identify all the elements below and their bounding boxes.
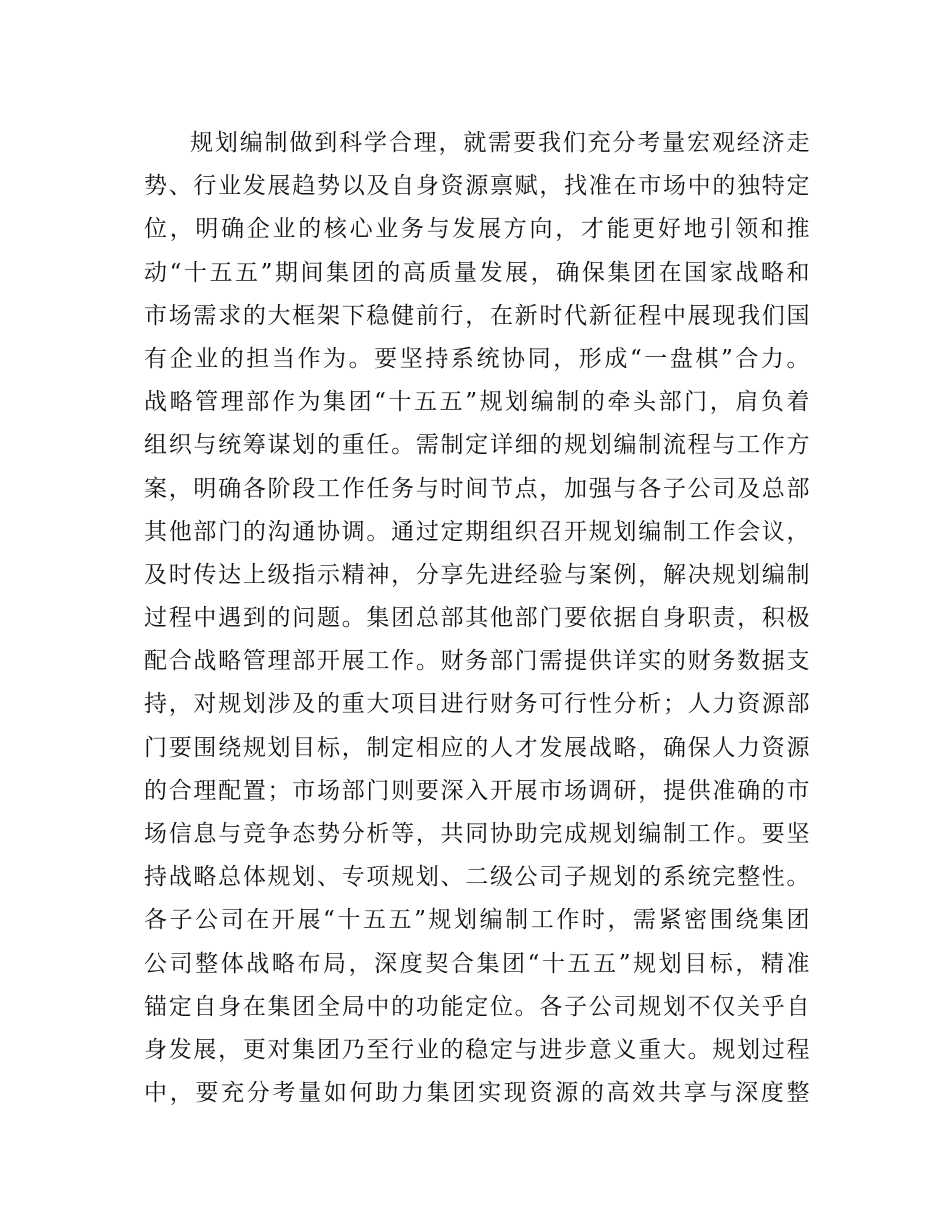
- text-line: 门要围绕规划目标，制定相应的人才发展战略，确保人力资源: [144, 734, 810, 761]
- text-line: 场信息与竞争态势分析等，共同协助完成规划编制工作。要坚: [144, 821, 810, 847]
- text-line: 案，明确各阶段工作任务与时间节点，加强与各子公司及总部: [144, 475, 810, 502]
- text-line: 组织与统筹谋划的重任。需制定详细的规划编制流程与工作方: [144, 432, 810, 459]
- text-line: 有企业的担当作为。要坚持系统协同，形成“一盘棋”合力。: [144, 345, 810, 372]
- text-line: 市场需求的大框架下稳健前行，在新时代新征程中展现我们国: [144, 302, 810, 329]
- text-line: 各子公司在开展“十五五”规划编制工作时，需紧密围绕集团: [144, 907, 810, 934]
- text-line: 锚定自身在集团全局中的功能定位。各子公司规划不仅关乎自: [144, 993, 810, 1020]
- text-line: 动“十五五”期间集团的高质量发展，确保集团在国家战略和: [144, 259, 810, 286]
- text-line: 其他部门的沟通协调。通过定期组织召开规划编制工作会议，: [144, 518, 810, 545]
- text-line: 位，明确企业的核心业务与发展方向，才能更好地引领和推: [144, 216, 810, 243]
- text-line: 公司整体战略布局，深度契合集团“十五五”规划目标，精准: [144, 950, 810, 977]
- text-line: 持，对规划涉及的重大项目进行财务可行性分析；人力资源部: [144, 691, 810, 718]
- text-line: 战略管理部作为集团“十五五”规划编制的牵头部门，肩负着: [144, 389, 810, 416]
- text-line: 及时传达上级指示精神，分享先进经验与案例，解决规划编制: [144, 561, 810, 588]
- text-line: 势、行业发展趋势以及自身资源禀赋，找准在市场中的独特定: [144, 173, 810, 200]
- text-line: 持战略总体规划、专项规划、二级公司子规划的系统完整性。: [144, 864, 810, 891]
- text-line: 中，要充分考量如何助力集团实现资源的高效共享与深度整: [144, 1080, 810, 1107]
- text-line: 身发展，更对集团乃至行业的稳定与进步意义重大。规划过程: [144, 1036, 810, 1063]
- text-line: 规划编制做到科学合理，就需要我们充分考量宏观经济走: [190, 130, 810, 156]
- text-line: 配合战略管理部开展工作。财务部门需提供详实的财务数据支: [144, 648, 810, 675]
- text-line: 过程中遇到的问题。集团总部其他部门要依据自身职责，积极: [144, 605, 810, 632]
- body-paragraph: [144, 122, 810, 1115]
- text-line: 的合理配置；市场部门则要深入开展市场调研，提供准确的市: [144, 777, 810, 804]
